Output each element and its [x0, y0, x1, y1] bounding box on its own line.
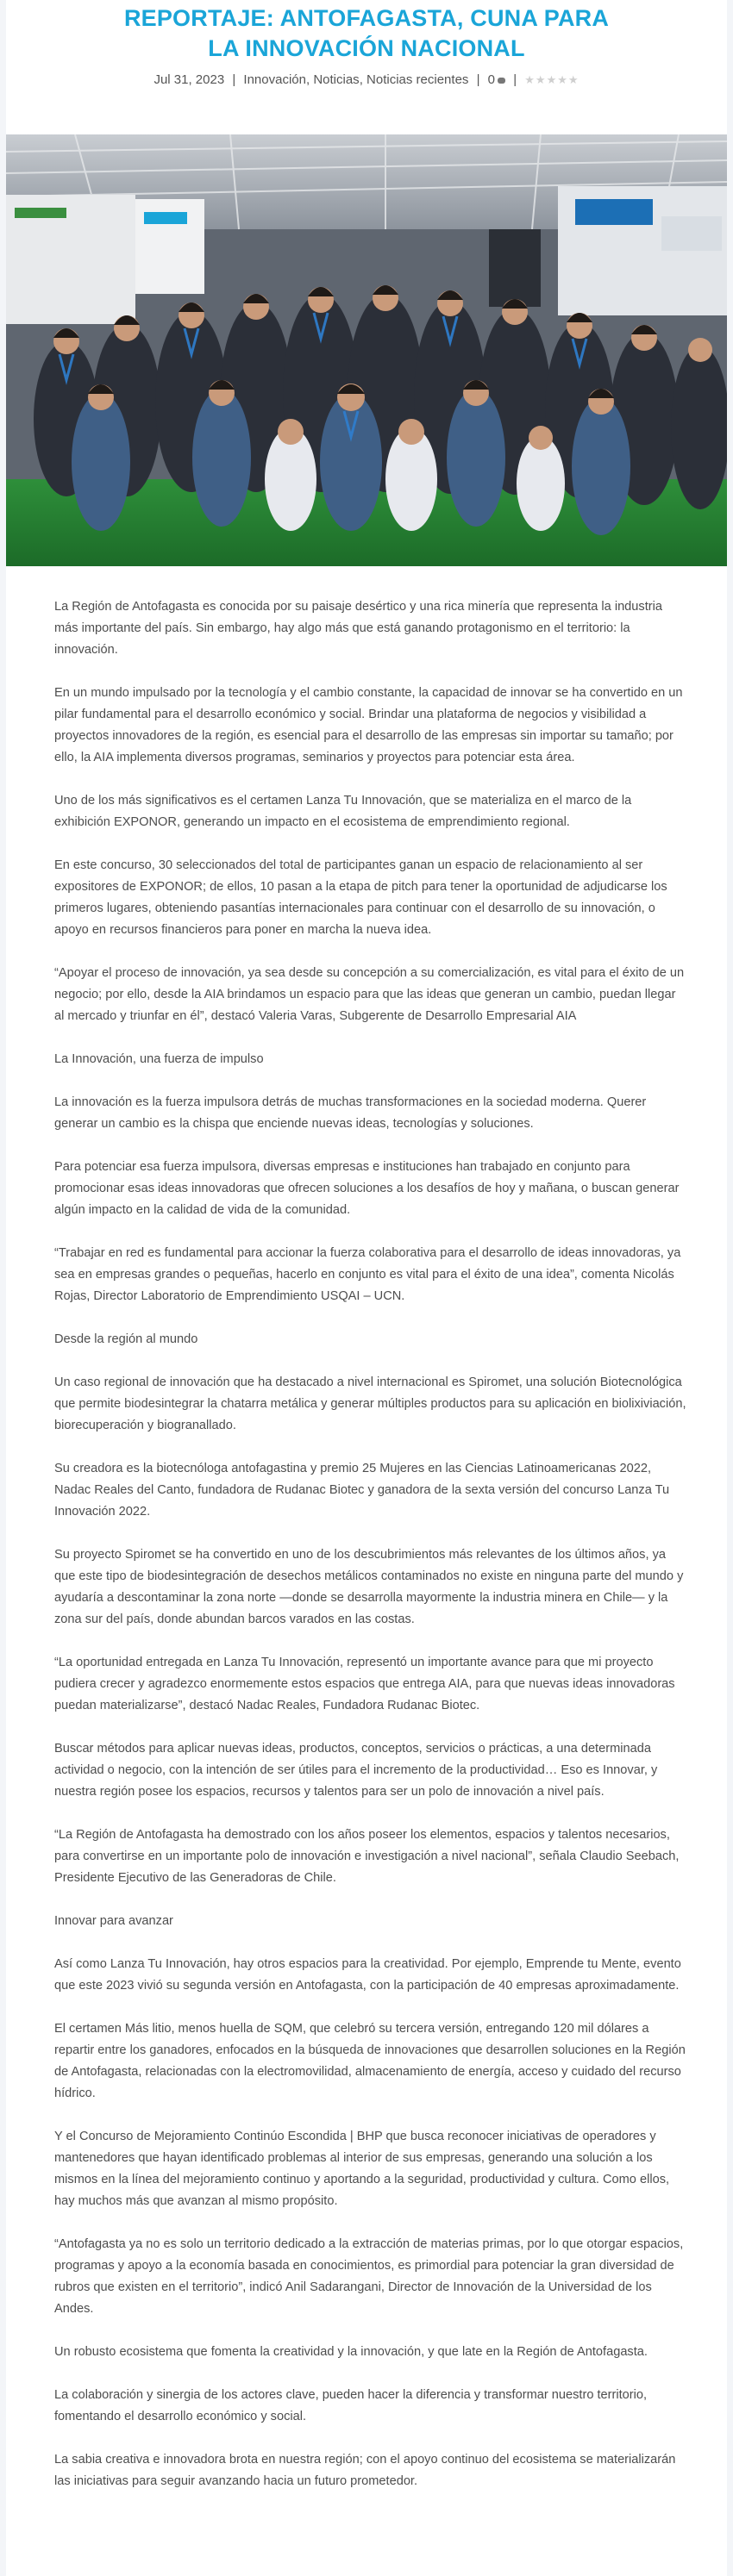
paragraph: En este concurso, 30 seleccionados del total de participantes ganan un espacio de relacionamiento al ser expositores de EXPONOR; de ellos, 10 pasan a la etapa de pitch para tener la oportunidad de adjudicarse los primeros lugares, obteniendo pasantías internacionales para continuar con el desarrollo de su innovación, o apoyo en recursos financieros para poner en marcha la nueva idea.: [54, 858, 667, 937]
category-link-noticias[interactable]: Noticias: [313, 72, 360, 87]
paragraph: Y el Concurso de Mejoramiento Continúo Escondida | BHP que busca reconocer iniciativas de operadores y mantenedores que hayan identificado problemas al interior de sus empresas, generando una solución a los mismos en la línea del mejoramiento continuo y aportando a la seguridad, productividad y cultura. Como ellos, hay muchos más que avanzan al mismo propósito.: [54, 2130, 670, 2208]
paragraph: La sabia creativa e innovadora brota en nuestra región; con el apoyo continuo del ecosistema se materializarán las iniciativas para seguir avanzando hacia un futuro prometedor.: [54, 2453, 676, 2488]
comment-bubble-icon: [498, 78, 505, 84]
paragraph: Un robusto ecosistema que fomenta la creatividad y la innovación, y que late en la Región de Antofagasta.: [54, 2345, 648, 2359]
paragraph: “Antofagasta ya no es solo un territorio dedicado a la extracción de materias primas, por lo que otorgar espacios, programas y apoyo a la economía basada en conocimientos, es primordial para potenciar la gran diversidad de rubros que existen en el territorio”, indicó Anil Sadarangani, Director de Innovación de la Universidad de los Andes.: [54, 2237, 684, 2316]
rating-stars-icon[interactable]: ★★★★★: [524, 73, 580, 86]
section-heading: Innovar para avanzar: [54, 1914, 173, 1928]
paragraph: En un mundo impulsado por la tecnología y el cambio constante, la capacidad de innovar se ha convertido en un pilar fundamental para el desarrollo económico y social. Brindar una plataforma de negocios y visibilidad a proyectos innovadores de la región, es esencial para el desarrollo de las empresas sin importar su tamaño; por ello, la AIA implementa diversos programas, seminarios y proyectos para potenciar esta área.: [54, 686, 683, 764]
paragraph: “La oportunidad entregada en Lanza Tu Innovación, representó un importante avance para que mi proyecto pudiera crecer y agradezco enormemente estos espacios que entrega AIA, para que nuevas ideas innovadoras puedan materializarse”, destacó Nadac Reales, Fundadora Rudanac Biotec.: [54, 1656, 675, 1712]
group-photo-illustration: [6, 134, 727, 566]
post-meta: [6, 71, 727, 90]
meta-separator: |: [232, 72, 236, 87]
paragraph: Para potenciar esa fuerza impulsora, diversas empresas e instituciones han trabajado en conjunto para promocionar esas ideas innovadoras que ofrecen soluciones a los desafíos de hoy y mañana, o buscan generar algún impacto en la calidad de vida de la comunidad.: [54, 1160, 680, 1217]
paragraph: Un caso regional de innovación que ha destacado a nivel internacional es Spiromet, una solución Biotecnológica que permite biodesintegrar la chatarra metálica y generar múltiples productos para su aplicación en biolixiviación, biorecuperación y biogranallado.: [54, 1375, 686, 1432]
meta-separator: |: [476, 72, 480, 87]
paragraph: “La Región de Antofagasta ha demostrado con los años poseer los elementos, espacios y talentos necesarios, para convertirse en un importante polo de innovación e investigación a nivel nacional”, señala Claudio Seebach, Presidente Ejecutivo de las Generadoras de Chile.: [54, 1828, 680, 1885]
post-date: Jul 31, 2023: [153, 72, 225, 87]
category-comma: ,: [359, 72, 367, 87]
article-title: REPORTAJE: ANTOFAGASTA, CUNA PARA LA INNOVACIÓN NACIONAL: [123, 5, 610, 61]
hero-photo: [6, 134, 727, 566]
article-page: [6, 0, 727, 2576]
comments-link[interactable]: [488, 72, 505, 87]
comment-count: 0: [487, 72, 496, 87]
paragraph: Buscar métodos para aplicar nuevas ideas, productos, conceptos, servicios o prácticas, a una determinada actividad o negocio, con la intención de ser útiles para el incremento de la productividad… Eso es Innovar, y nuestra región posee los espacios, recursos y talentos para ser un polo de innovación a nivel país.: [54, 1742, 658, 1799]
section-heading: La Innovación, una fuerza de impulso: [54, 1052, 264, 1066]
section-heading: Desde la región al mundo: [54, 1332, 198, 1346]
paragraph: La innovación es la fuerza impulsora detrás de muchas transformaciones en la sociedad moderna. Querer generar un cambio es la chispa que enciende nuevas ideas, tecnologías y soluciones.: [54, 1095, 647, 1131]
paragraph: Así como Lanza Tu Innovación, hay otros espacios para la creatividad. Por ejemplo, Emprende tu Mente, evento que este 2023 vivió su segunda versión en Antofagasta, con la participación de 40 empresas aproximadamente.: [54, 1957, 681, 1993]
paragraph: El certamen Más litio, menos huella de SQM, que celebró su tercera versión, entregando 120 mil dólares a repartir entre los ganadores, enfocados en la búsqueda de innovaciones que desarrollen soluciones en la Región de Antofagasta, relacionadas con la electromovilidad, almacenamiento de energía, acceso y cuidado del recurso hídrico.: [54, 2022, 686, 2100]
paragraph: La Región de Antofagasta es conocida por su paisaje desértico y una rica minería que representa la industria más importante del país. Sin embargo, hay algo más que está ganando protagonismo en el territorio: la innovación.: [54, 600, 662, 657]
category-link-innovacion[interactable]: Innovación: [243, 72, 306, 87]
category-comma: ,: [305, 72, 314, 87]
paragraph: “Trabajar en red es fundamental para accionar la fuerza colaborativa para el desarrollo de ideas innovadoras, ya sea en empresas grandes o pequeñas, hacerlo en conjunto es vital para el éxito de una idea”, comenta Nicolás Rojas, Director Laboratorio de Emprendimiento USQAI – UCN.: [54, 1246, 681, 1303]
paragraph: Uno de los más significativos es el certamen Lanza Tu Innovación, que se materializa en el marco de la exhibición EXPONOR, generando un impacto en el ecosistema de emprendimiento regional.: [54, 794, 632, 829]
paragraph: Su proyecto Spiromet se ha convertido en uno de los descubrimientos más relevantes de los últimos años, ya que este tipo de biodesintegración de desechos metálicos contaminados no existe en ninguna parte del mundo y ayudaría a descontaminar la zona norte —donde se desarrolla mayormente la industria minera en Chile— y la zona sur del país, donde abundan barcos varados en las costas.: [54, 1548, 684, 1626]
paragraph: “Apoyar el proceso de innovación, ya sea desde su concepción a su comercialización, es vital para el éxito de un negocio; por ello, desde la AIA brindamos un espacio para que las ideas que generan un cambio, puedan llegar al mercado y triunfar en él”, destacó Valeria Varas, Subgerente de Desarrollo Empresarial AIA: [54, 966, 685, 1023]
paragraph: La colaboración y sinergia de los actores clave, pueden hacer la diferencia y transformar nuestro territorio, fomentando el desarrollo económico y social.: [54, 2388, 648, 2423]
category-link-noticias-recientes[interactable]: Noticias recientes: [366, 72, 469, 87]
article-body: [54, 596, 688, 2514]
meta-separator: |: [513, 72, 517, 87]
paragraph: Su creadora es la biotecnóloga antofagastina y premio 25 Mujeres en las Ciencias Latinoamericanas 2022, Nadac Reales del Canto, fundadora de Rudanac Biotec y ganadora de la sexta versión del concurso Lanza Tu Innovación 2022.: [54, 1462, 670, 1519]
